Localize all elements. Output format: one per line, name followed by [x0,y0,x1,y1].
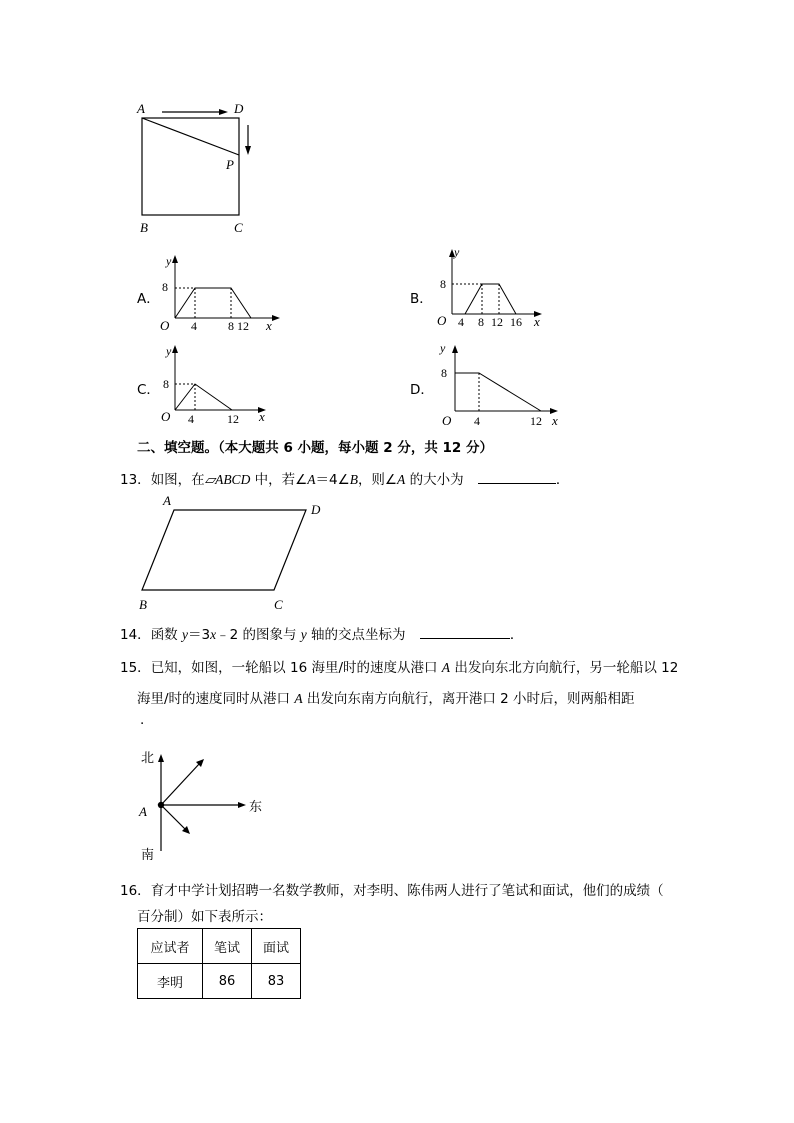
svg-text:y: y [166,344,172,358]
square-figure [130,98,270,240]
svg-text:x: x [266,318,272,333]
question-14: 14．函数 y＝3x﹣2 的图象与 y 轴的交点坐标为 ． [120,627,524,643]
svg-text:4: 4 [474,414,480,428]
point-C: C [234,220,243,235]
table-header: 应试者 [138,929,203,964]
question-15-line1: 15．已知，如图，一轮船以 16 海里/时的速度从港口 A 出发向东北方向航行，另一轮船以 12 [120,660,679,676]
option-a-graph [158,250,283,335]
option-d-graph [436,340,566,432]
question-15-line2: 海里/时的速度同时从港口 A 出发向东南方向航行，离开港口 2 小时后，则两船相距 [137,691,635,707]
option-d-label: D． [410,382,434,398]
point-A: A [137,101,145,116]
point-D: D [234,101,244,116]
svg-text:12: 12 [491,315,503,329]
question-15-line3: . [140,712,145,728]
table-row [138,964,301,999]
svg-text:12: 12 [237,319,249,333]
svg-text:8: 8 [163,377,169,391]
score-table [137,928,301,999]
question-16-line2: 百分制）如下表所示： [137,909,272,925]
table-cell: 李明 [138,964,203,999]
svg-text:A: A [139,804,147,819]
svg-text:y: y [440,341,446,355]
svg-text:东: 东 [249,799,263,814]
option-b-label: B． [410,291,433,307]
svg-text:B: B [139,597,147,612]
svg-text:8: 8 [441,366,447,380]
svg-text:12: 12 [530,414,542,428]
option-c-graph [158,340,273,430]
svg-text:12: 12 [227,412,239,426]
svg-text:8: 8 [162,280,168,294]
svg-text:D: D [311,502,321,517]
svg-text:O: O [160,318,170,333]
svg-text:4: 4 [458,315,464,329]
table-cell: 83 [252,964,301,999]
option-c-label: C． [137,382,160,398]
svg-text:O: O [437,313,447,328]
svg-text:O: O [161,409,171,424]
question-13: 13．如图，在▱ABCD 中，若∠A＝4∠B，则∠A 的大小为 ． [120,472,570,488]
svg-text:4: 4 [188,412,194,426]
svg-text:4: 4 [191,319,197,333]
parallelogram-figure [130,490,335,616]
table-header: 笔试 [203,929,252,964]
svg-text:C: C [274,597,283,612]
svg-text:南: 南 [141,847,155,862]
svg-text:8: 8 [478,315,484,329]
svg-text:北: 北 [141,750,155,765]
svg-text:x: x [259,409,265,424]
table-header: 面试 [252,929,301,964]
option-b-graph [432,244,547,334]
svg-text:x: x [552,413,558,428]
svg-text:O: O [442,413,452,428]
svg-text:x: x [534,314,540,329]
svg-text:A: A [163,493,171,508]
svg-text:16: 16 [510,315,522,329]
section-title: 二、填空题。（本大题共 6 小题，每小题 2 分，共 12 分） [137,440,494,456]
table-cell: 86 [203,964,252,999]
point-B: B [140,220,148,235]
svg-text:y: y [454,245,460,259]
table-header-row [138,929,301,964]
option-a-label: A． [137,291,160,307]
point-P: P [226,157,234,172]
svg-text:8: 8 [440,277,446,291]
svg-text:y: y [166,254,172,268]
question-16-line1: 16．育才中学计划招聘一名数学教师，对李明、陈伟两人进行了笔试和面试，他们的成绩（ [120,883,664,899]
svg-text:8: 8 [228,319,234,333]
compass-figure [133,743,273,863]
